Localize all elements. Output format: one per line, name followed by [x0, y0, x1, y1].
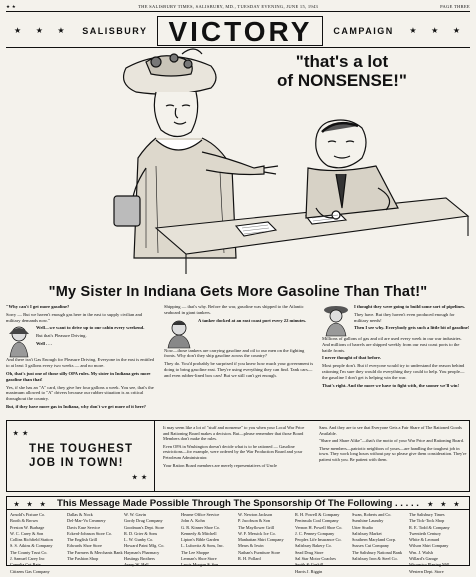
- article-column-3: [322, 304, 470, 414]
- sponsor-name: Lipton's Bible Garden: [181, 537, 220, 543]
- toughest-job-box: [6, 420, 470, 492]
- article-column-2: [164, 304, 314, 414]
- col1-p9: But, if they have more gas in Indiana, why don't we get more of it here?: [6, 403, 146, 409]
- sponsor-name: The Tick-Tock Shop: [409, 518, 445, 524]
- toughest-stars-top: ★ ★: [13, 431, 30, 437]
- col1-p6: And there isn't Gas Enough for Pleasure Driving. Everyone in the east is entitled to at least 3 gallons every two weeks — and no more.: [6, 357, 155, 369]
- sponsor-name: Mears & Irwin: [238, 543, 264, 549]
- sponsor-name: Wm. J. Walsh: [409, 549, 433, 555]
- sponsor-name: Edwards Shoe Store: [67, 543, 102, 549]
- sponsor-name: Preston W. Burbage: [10, 524, 45, 530]
- sponsor-name: Twentieth Century: [409, 530, 442, 536]
- sponsor-name: Salisbury Bakery Co.: [295, 543, 332, 549]
- col2-p2: A tanker docked at an east coast port every 22 minutes.: [198, 317, 307, 323]
- sponsor-name: Salisbury Iron & Steel Co.: [352, 556, 398, 562]
- quote-line-1: "that's a lot: [295, 52, 389, 71]
- sponsor-name: J. C. Penney Company: [295, 530, 335, 536]
- toughest-right-p3: These members—patriotic neighbors of yours—are handling the toughest job in town. They work long hours without pay so please give them consideration. They're patient with you. Be patient with them.: [319, 445, 467, 462]
- col3-p3: Then I see why. Everybody gets such a little bit of gasoline!: [354, 325, 470, 331]
- sponsor-name: The Mayflower Grill: [238, 524, 275, 530]
- banner-stars-right: ★ ★ ★: [409, 26, 466, 35]
- sponsor-name: Wilson Shirt Company: [409, 543, 449, 549]
- sponsor-name: Southern Maryland Corp.: [352, 537, 397, 543]
- sponsor-name: White & Leonard: [409, 537, 440, 543]
- running-head: [6, 4, 470, 12]
- toughest-job-title: [7, 421, 155, 491]
- sponsor-name: Utter Studio: [352, 524, 374, 530]
- sponsor-name: John A. Kohn: [181, 518, 205, 524]
- sponsor-name: R. H. Powell & Company: [295, 512, 340, 517]
- toughest-mid-p2: Even OPA in Washington doesn't decide what is to be rationed — Gasoline restrictions—for example, were ordered by the War Production Board and your Petroleum Administrator.: [163, 443, 303, 460]
- sponsor-name: Smith & Gaskill: [295, 562, 324, 568]
- col1-p2: Sorry — But we haven't enough gas here in the east to supply civilian and military demands now.": [6, 311, 143, 323]
- sponsor-column: [181, 512, 238, 575]
- toughest-line-2: JOB IN TOWN!: [29, 457, 124, 469]
- col3-p2: They have. But they haven't even produced enough for military needs!: [354, 311, 455, 323]
- sponsor-name: Eckerd-Johnson Store Co.: [67, 530, 112, 536]
- banner-left-label: SALISBURY: [82, 25, 148, 36]
- sponsor-column: [352, 512, 409, 575]
- sponsor-column: [238, 512, 295, 575]
- sponsor-name: Kennedy & Mitchell: [181, 530, 217, 536]
- article-column-1: [6, 304, 156, 414]
- toughest-right-text: [319, 425, 467, 465]
- sponsor-name: Gordy Drug Company: [124, 518, 163, 524]
- col1-p7: Oh, that's just one of those silly OPA rules. My sister in Indiana gets more gasoline than that!: [6, 370, 151, 382]
- sponsor-name: The County Trust Co.: [10, 549, 48, 555]
- sponsor-name: Lewis Morgan & Son: [181, 562, 219, 568]
- sponsor-name: The Farmers & Merchants Bank: [67, 549, 123, 555]
- toughest-mid-p1: It may seem like a lot of "stuff and nonsense" to you when your Local War Price and Rationing Board makes a decision. But—please remember that those Board Members don't make the rules.: [163, 425, 305, 442]
- sponsor-name: P. Jacobson & Son: [238, 518, 270, 524]
- sponsor-name: R. E. Todd & Company: [409, 524, 450, 530]
- sponsor-name: Peninsula Coal Company: [295, 518, 339, 524]
- sponsor-list: [7, 510, 469, 577]
- col3-p5: I never thought of that before.: [322, 355, 382, 361]
- sponsor-name: Sead Drug Store: [295, 549, 324, 555]
- sponsor-name: Camelia Cut Rate: [10, 562, 41, 568]
- toughest-right-p2: "Share and Share Alike"—that's the motto of your War Price and Rationing Board.: [319, 438, 465, 444]
- col2-p1: Shipping — that's why. Before the war, gasoline was shipped to the Atlantic seaboard in giant tankers.: [164, 304, 304, 315]
- toughest-right-p1: Sam. And they are to see that Everyone Gets a Fair Share of The Rationed Goods Available.: [319, 425, 462, 436]
- sponsor-column: [124, 512, 181, 575]
- sponsor-name: Davis Ease Service: [67, 524, 101, 530]
- sponsor-name: R. H. Pollard: [238, 556, 261, 562]
- col3-p4: Millions of gallons of gas and oil are used every week in our war industries. And millions of barrels are shipped weekly from our east coast ports to the battle fronts.: [322, 336, 462, 353]
- col2-illustrated-block: [164, 318, 314, 348]
- sponsor-name: Avery W. Hall: [124, 562, 149, 568]
- col1-p1: "Why can't I get more gasoline?: [6, 304, 70, 309]
- running-head-left: ★ ★: [6, 4, 17, 9]
- sponsor-name: Sal Star Motor Coaches: [295, 556, 336, 562]
- sponsor-name: L. Lubovitz & Sons, Inc.: [181, 543, 224, 549]
- sponsor-name: Hearne Office Service: [181, 512, 220, 517]
- sponsor-name: Dallas & Nock: [67, 512, 93, 517]
- quote-line-2: of NONSENSE!": [277, 71, 407, 90]
- sponsor-name: G. R. Kinner Shoe Co.: [181, 524, 221, 530]
- article-headline: "My Sister In Indiana Gets More Gasoline Than That!": [48, 284, 428, 300]
- toughest-middle-text: [163, 425, 311, 470]
- victory-campaign-banner: [6, 14, 470, 48]
- toughest-line-1: THE TOUGHEST: [29, 443, 134, 455]
- sponsor-name: Swan, Roberts and Co.: [352, 512, 392, 517]
- banner-right-label: CAMPAIGN: [333, 25, 394, 36]
- sponsor-name: The Fashion Shop: [67, 556, 99, 562]
- sponsor-name: L. W. Gunby Co.: [124, 537, 154, 543]
- col1-dialogue: [36, 325, 144, 357]
- sponsor-name: Hayman's Pharmacy: [124, 549, 160, 555]
- sponsor-name: Lerman's Shoe Store: [181, 556, 217, 562]
- col1-p5: Well . . .: [36, 340, 52, 346]
- sponsor-name: Sunshine Laundry: [352, 518, 384, 524]
- sponsor-name: Hastings Brothers: [124, 556, 155, 562]
- sponsor-name: W. Newton Jackson: [238, 512, 273, 517]
- col3-dialogue: [354, 304, 470, 336]
- col3-p6: Most people don't. But if everyone would try to understand the reason behind rationing I'm sure they would do everything they could to help. You people— the gasoline I don't get is helping win the war.: [322, 363, 465, 380]
- col1-p3: Well—we want to drive up to our cabin every weekend.: [36, 325, 145, 331]
- sponsor-name: Manhattan Shirt Company: [238, 537, 284, 543]
- sponsor-name: Western Dept. Store: [409, 568, 444, 574]
- sponsor-box: [6, 496, 470, 574]
- sponsor-stars-left: ★ ★ ★: [13, 502, 49, 508]
- sponsor-name: The Salisbury Times: [409, 512, 445, 517]
- page-number: PAGE THREE: [440, 4, 470, 9]
- man-portrait-icon: [164, 318, 194, 348]
- sponsor-name: Peoples Life Insurance Co.: [295, 537, 342, 543]
- sponsor-name: Booth & Brown: [10, 518, 38, 524]
- col2-p3: Now—those tankers are carrying gasoline and oil to our men on the fighting fronts. Why don't they ship gasoline across the country?: [164, 347, 305, 359]
- sponsor-name: J. Samuel Carey Inc: [10, 556, 45, 562]
- col3-p7: That's right. And the more we have to fight with, the sooner we'll win!: [322, 382, 460, 388]
- sponsor-name: Citizens Gas Company: [10, 568, 50, 574]
- sponsor-column: [409, 512, 466, 575]
- sponsor-name: Vernon H. Powell Shoe Co.: [295, 524, 343, 530]
- sponsor-stars-right: ★ ★ ★: [427, 502, 463, 508]
- sponsor-name: W. F. Messick Ice Co.: [238, 530, 276, 536]
- sponsor-name: The Lee Shoppe: [181, 549, 210, 555]
- col1-p8: Yes, if she has an "A" card, they give her four gallons a week. You see, that's the maximum allowed to "A" drivers because our rubber situation is as critical throughout the country.: [6, 384, 154, 402]
- sponsor-column: [67, 512, 124, 575]
- col1-illustrated-block: [6, 325, 156, 357]
- banner-title: VICTORY: [157, 16, 323, 46]
- sponsor-name: S. S. Atkins & Company: [10, 543, 53, 549]
- running-head-center: THE SALISBURY TIMES, SALISBURY, MD., TUESDAY EVENING, JUNE 15, 1943: [138, 4, 319, 9]
- sponsor-column: [295, 512, 352, 575]
- sponsor-name: W. W. Gavin: [124, 512, 147, 517]
- sponsor-header: [7, 497, 469, 510]
- sponsor-column: [10, 512, 67, 575]
- cartoon-quote: [232, 52, 452, 90]
- col2-p4: They do. You'd probably be surprised if you knew how much your government is doing to bring gasoline east. They're using everything they can find. Tank cars—and even rubber-lined box cars! But we still can't get enough.: [164, 361, 314, 378]
- sponsor-name: W. C. Carey & Son: [10, 530, 44, 536]
- woman-hat-portrait-icon: [322, 304, 350, 336]
- sponsor-name: Del-Mar-Va Creamery: [67, 518, 106, 524]
- sponsor-name: Arnold's Fixture Co.: [10, 512, 46, 517]
- toughest-mid-p3: Your Ration Board members are merely representatives of Uncle: [163, 462, 277, 468]
- toughest-stars-bottom: ★ ★: [131, 475, 148, 481]
- col3-p1: I thought they were going to build some sort of pipelines.: [354, 304, 466, 309]
- article-body: [6, 304, 470, 414]
- woman-portrait-icon: [6, 325, 32, 357]
- sponsor-name: Willard's Garage: [409, 556, 438, 562]
- sponsor-name: Nathan's Furniture Store: [238, 549, 281, 555]
- sponsor-title: This Message Made Possible Through The Sponsorship Of The Following . . . . .: [57, 498, 419, 509]
- sponsor-name: The English Grill: [67, 537, 98, 543]
- sponsor-name: The Salisbury National Bank: [352, 549, 403, 555]
- sponsor-name: Harris J. Riggin: [295, 568, 323, 574]
- sponsor-name: Wicomico Planing Mill: [409, 562, 450, 568]
- banner-stars-left: ★ ★ ★: [14, 26, 71, 35]
- sponsor-name: Salisbury Market: [352, 530, 382, 536]
- sponsor-name: Howard Paint Mfg. Co.: [124, 543, 165, 549]
- sponsor-name: Collins Richfield Station: [10, 537, 53, 543]
- sponsor-name: Sussex Cut Company: [352, 543, 390, 549]
- sponsor-name: Goodman's Dept. Store: [124, 524, 165, 530]
- col3-illustrated-block: [322, 304, 470, 336]
- sponsor-name: R. D. Grier & Sons: [124, 530, 158, 536]
- col1-p4: But that's Pleasure Driving.: [36, 333, 87, 339]
